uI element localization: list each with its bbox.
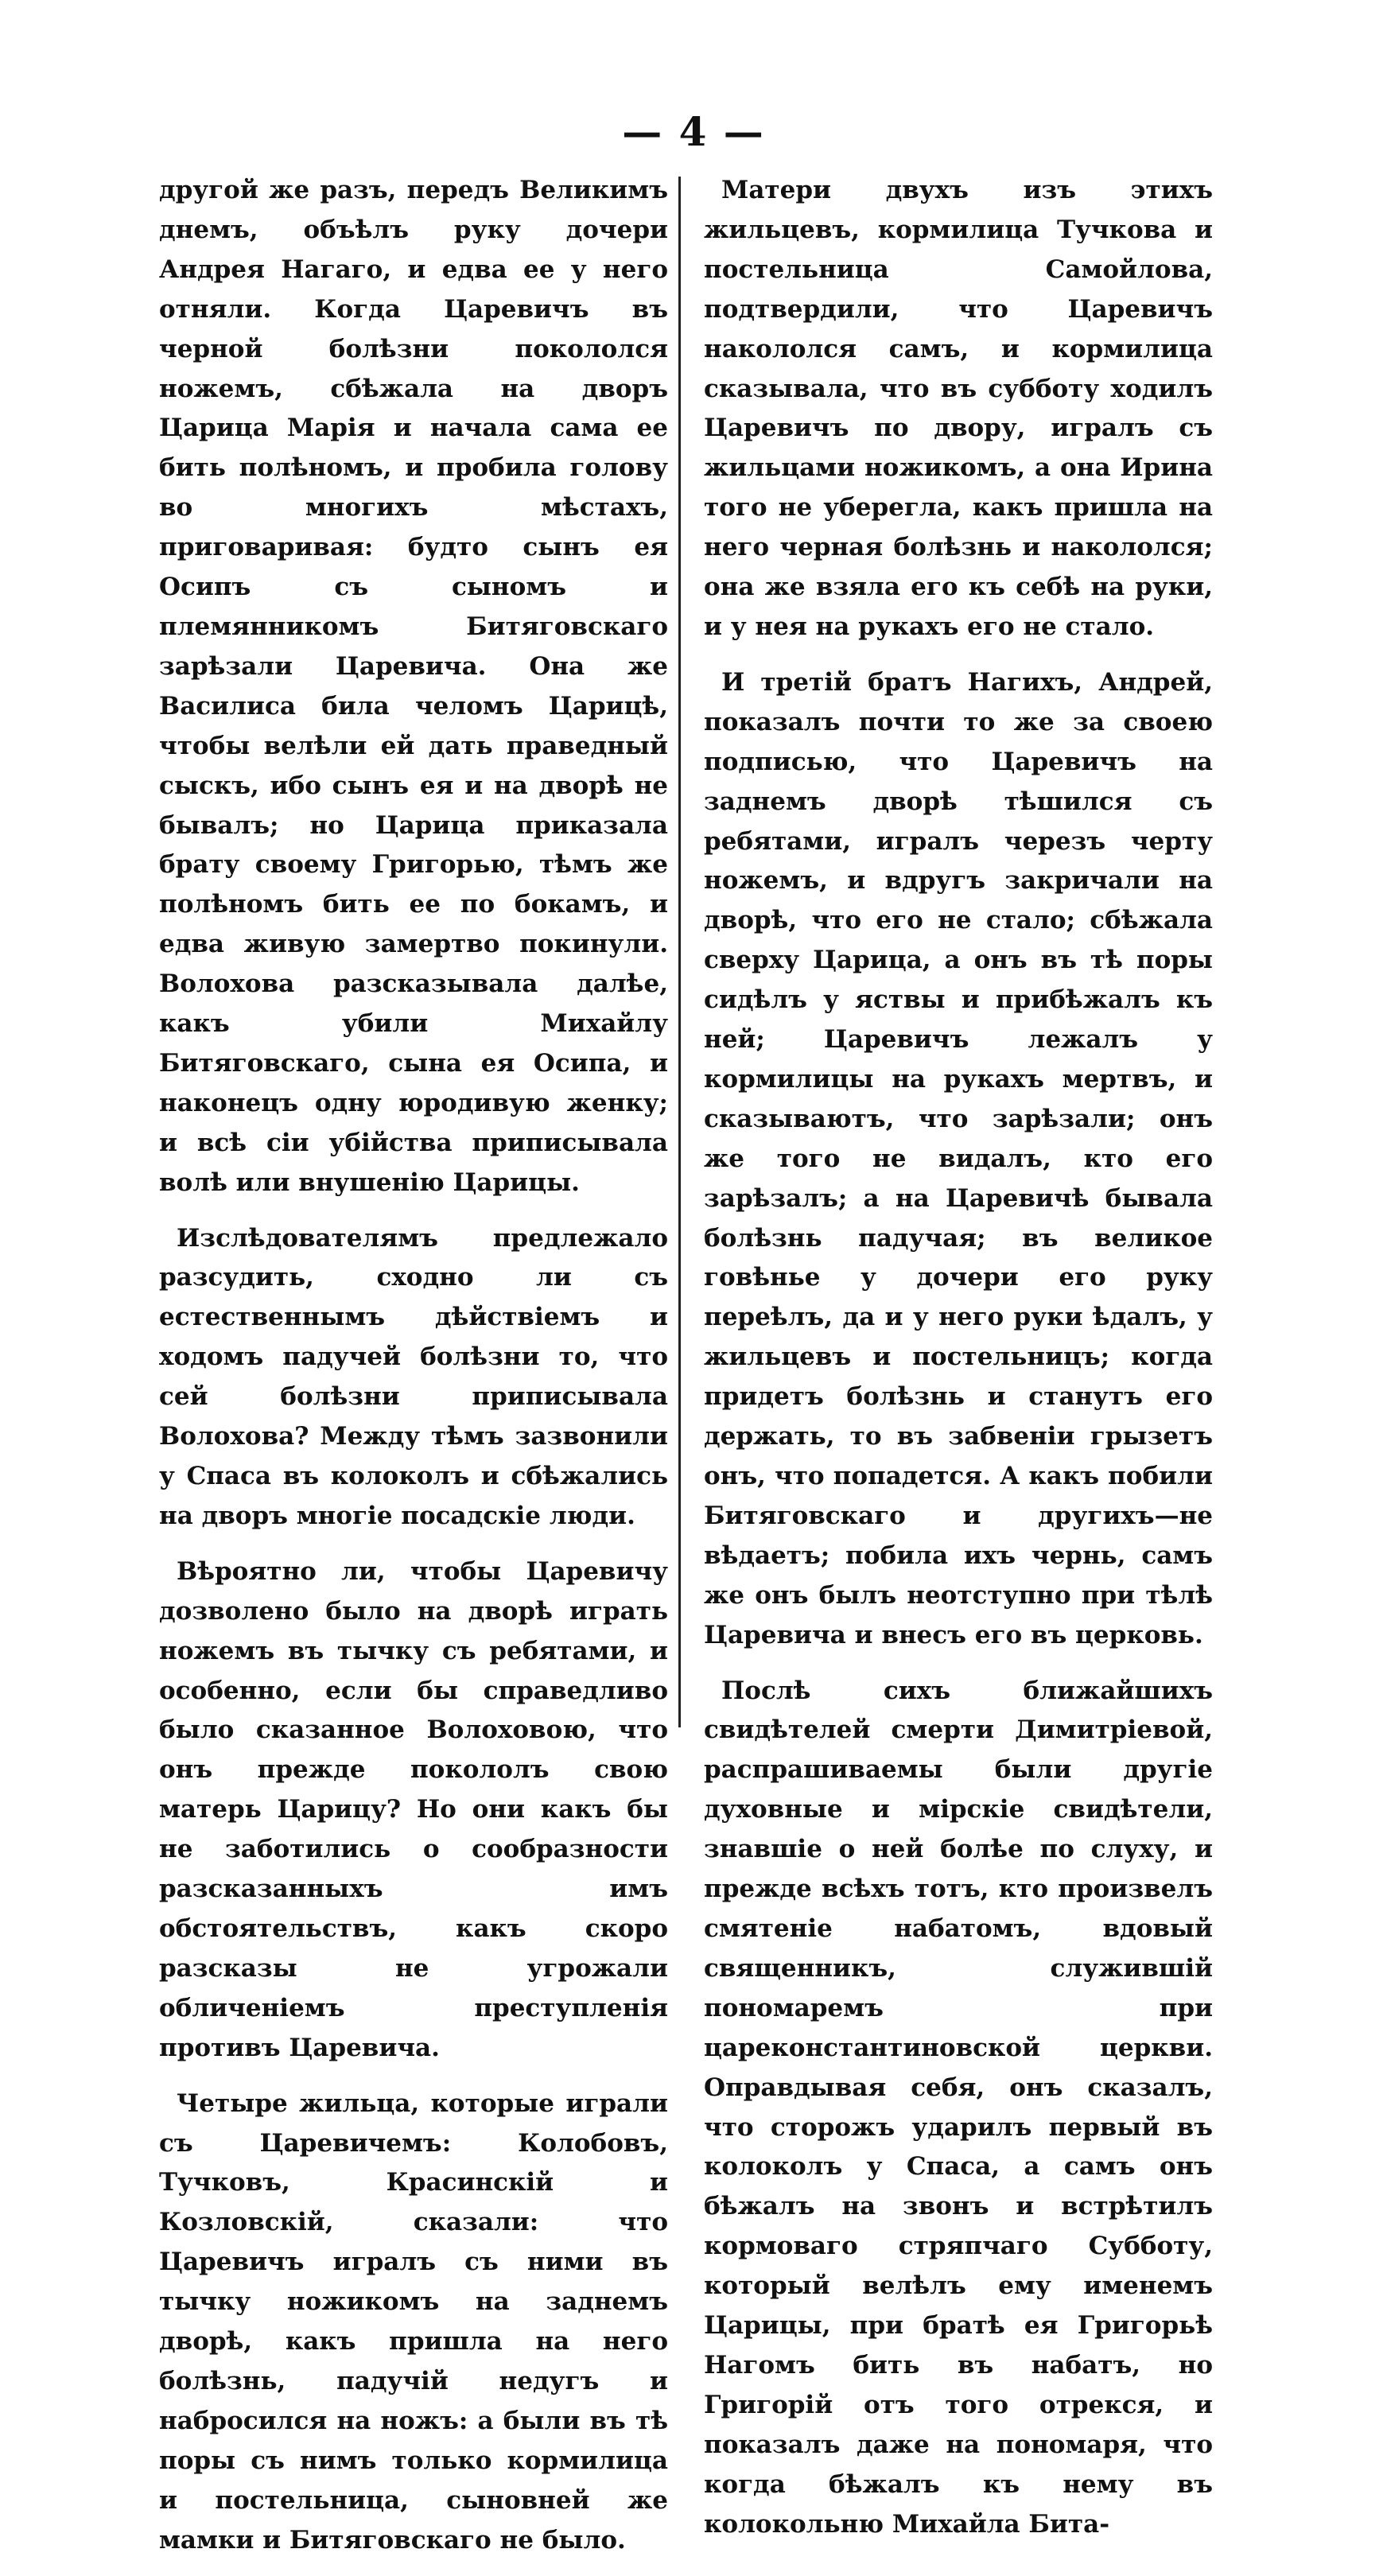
paragraph: И третій братъ Нагихъ, Андрей, показалъ почти то же за своею подписью, что Царевичъ на заднемъ дворѣ тѣшился съ ребятами, игралъ черезъ черту ножемъ, и вдругъ закричали на дворѣ, что его не стало; сбѣжала сверху Царица, а онъ въ тѣ поры сидѣлъ у яствы и прибѣжалъ къ ней; Царевичъ лежалъ у кормилицы на рукахъ мертвъ, и сказываютъ, что зарѣзали; онъ же того не видалъ, кто его зарѣзалъ; а на Царевичѣ бывала болѣзнь падучая; въ великое говѣнье у дочери его руку переѣлъ, да и у него руки ѣдалъ, у жильцевъ и постельницъ; когда придетъ болѣзнь и станутъ его держать, то въ забвеніи грызетъ онъ, что попадется. А какъ побили Битяговскаго и другихъ—не вѣдаетъ; побила ихъ чернь, самъ же онъ былъ неотступно при тѣлѣ Царевича и внесъ его въ церковь. bbox=[704, 667, 1213, 1649]
paragraph: Послѣ сихъ ближайшихъ свидѣтелей смерти Димитріевой, распрашиваемы были другіе духовные и мірскіе свидѣтели, знавшіе о ней болѣе по слуху, и прежде всѣхъ тотъ, кто произвелъ смятеніе набатомъ, вдовый священникъ, служившій пономаремъ при цареконстантиновской церкви. Оправдывая себя, онъ сказалъ, что сторожъ ударилъ первый въ колоколъ у Спаса, а самъ онъ бѣжалъ на звонъ и встрѣтилъ кормоваго стряпчаго Субботу, который велѣлъ ему именемъ Царицы, при братѣ ея Григорьѣ Нагомъ бить въ набатъ, но Григорій отъ того отрекся, и показалъ даже на пономаря, что когда бѣжалъ къ нему въ колокольню Михайла Бита- bbox=[704, 1676, 1213, 2539]
paragraph: Матери двухъ изъ этихъ жильцевъ, кормилица Тучкова и постельница Самойлова, подтвердили, что Царевичъ накололся самъ, и кормилица сказывала, что въ субботу ходилъ Царевичъ по двору, игралъ съ жильцами ножикомъ, а она Ирина того не уберегла, какъ пришла на него черная болѣзнь и накололся; она же взяла его къ себѣ на руки, и у нея на рукахъ его не стало. bbox=[704, 176, 1213, 641]
paragraph: Вѣроятно ли, чтобы Царевичу дозволено было на дворѣ играть ножемъ въ тычку съ ребятами, и особенно, если бы справедливо было сказанное Волоховою, что онъ прежде покололъ свою матерь Царицу? Но они какъ бы не заботились о сообразности разсказанныхъ имъ обстоятельствъ, какъ скоро разсказы не угрожали обличеніемъ преступленія противъ Царевича. bbox=[159, 1556, 668, 2062]
left-column bbox=[159, 171, 668, 2576]
right-column bbox=[704, 171, 1213, 2560]
page-number: — 4 — bbox=[622, 108, 765, 155]
column-rule bbox=[678, 177, 681, 1727]
paragraph: Четыре жильца, которые играли съ Царевичемъ: Колобовъ, Тучковъ, Красинскій и Козловскій, сказали: что Царевичъ игралъ съ ними въ тычку ножикомъ на заднемъ дворѣ, какъ пришла на него болѣзнь, падучій недугъ и набросился на ножъ: а были въ тѣ поры съ нимъ только кормилица и постельница, сыновней же мамки и Битяговскаго не было. bbox=[159, 2088, 668, 2555]
paragraph: другой же разъ, передъ Великимъ днемъ, объѣлъ руку дочери Андрея Нагаго, и едва ее у него отняли. Когда Царевичъ въ черной болѣзни покололся ножемъ, сбѣжала на дворъ Царица Марія и начала сама ее бить полѣномъ, и пробила голову во многихъ мѣстахъ, приговаривая: будто сынъ ея Осипъ съ сыномъ и племянникомъ Битяговскаго зарѣзали Царевича. Она же Василиса била челомъ Царицѣ, чтобы велѣли ей дать праведный сыскъ, ибо сынъ ея и на дворѣ не бывалъ; но Царица приказала брату своему Григорью, тѣмъ же полѣномъ бить ее по бокамъ, и едва живую замертво покинули. Волохова разсказывала далѣе, какъ убили Михайлу Битяговскаго, сына ея Осипа, и наконецъ одну юродивую женку; и всѣ сіи убійства приписывала волѣ или внушенію Царицы. bbox=[159, 176, 668, 1197]
paragraph: Изслѣдователямъ предлежало разсудить, сходно ли съ естественнымъ дѣйствіемъ и ходомъ падучей болѣзни то, что сей болѣзни приписывала Волохова? Между тѣмъ зазвонили у Спаса въ колоколъ и сбѣжались на дворъ многіе посадскіе люди. bbox=[159, 1223, 668, 1530]
